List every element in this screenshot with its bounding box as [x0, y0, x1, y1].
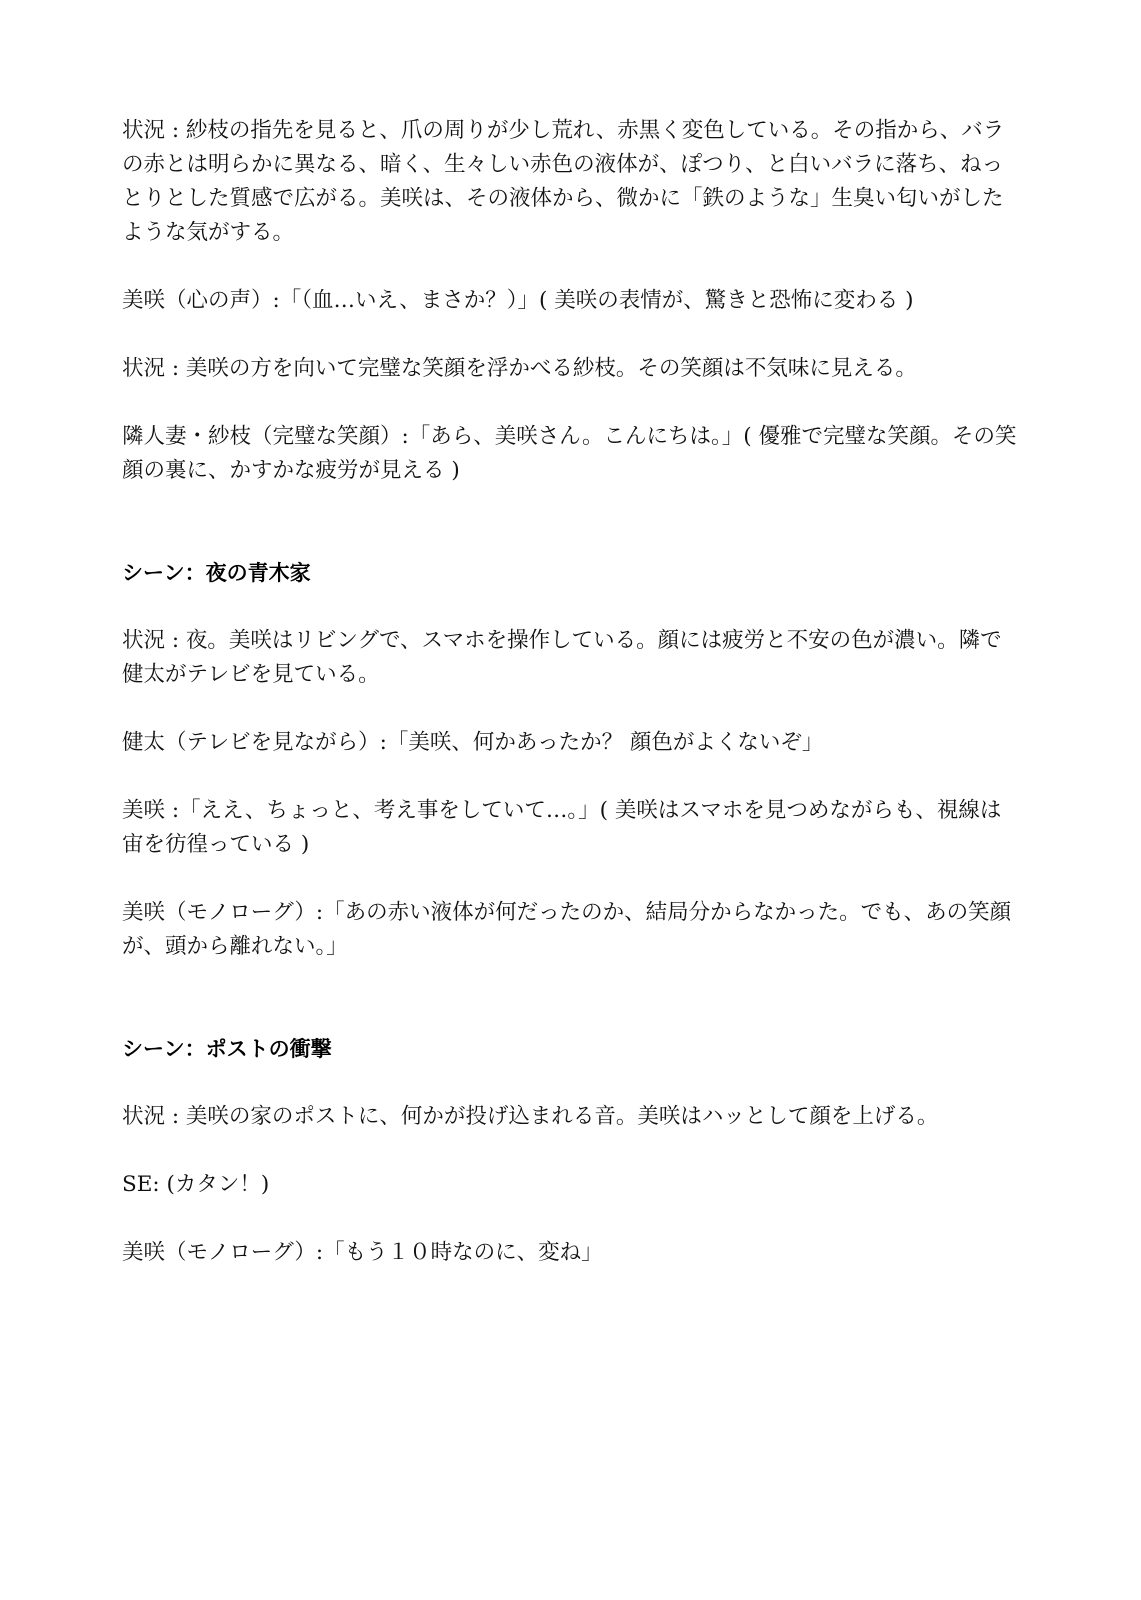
paragraph-misaki-monologue-time: 美咲（モノローグ）:「もう１０時なのに、変ね」 — [122, 1240, 603, 1265]
paragraph-kenta-line: 健太（テレビを見ながら）:「美咲、何かあったか？ 顔色がよくないぞ」 — [122, 730, 824, 755]
paragraph-situation-smile: 状況 : 美咲の方を向いて完璧な笑顔を浮かべる紗枝。その笑顔は不気味に見える。 — [122, 356, 917, 381]
paragraph-misaki-reply: 美咲 :「ええ、ちょっと、考え事をしていて…。」( 美咲はスマホを見つめながらも、視線は宙を彷徨っている ) — [122, 798, 1002, 857]
paragraph-misaki-monologue-liquid: 美咲（モノローグ）:「あの赤い液体が何だったのか、結局分からなかった。でも、あの笑顔が、頭から離れない。」 — [122, 900, 1012, 959]
paragraph-misaki-inner-voice: 美咲（心の声）:「（血…いえ、まさか？）」( 美咲の表情が、驚きと恐怖に変わる ) — [122, 288, 914, 313]
paragraph-sound-effect: SE: (カタン！) — [122, 1172, 270, 1197]
paragraph-sae-greeting: 隣人妻・紗枝（完璧な笑顔）:「あら、美咲さん。こんにちは。」( 優雅で完璧な笑顔。その笑顔の裏に、かすかな疲労が見える ) — [122, 424, 1017, 483]
paragraph-situation-fingertips: 状況 : 紗枝の指先を見ると、爪の周りが少し荒れ、赤黒く変色している。その指から、バラの赤とは明らかに異なる、暗く、生々しい赤色の液体が、ぽつり、と白いバラに落ち、ねっとりとした質感で広がる。美咲は、その液体から、微かに「鉄のような」生臭い匂いがしたような気がする。 — [122, 118, 1005, 245]
paragraph-situation-night: 状況 : 夜。美咲はリビングで、スマホを操作している。顔には疲労と不安の色が濃い。隣で健太がテレビを見ている。 — [122, 628, 1002, 687]
scene-heading-mailbox: シーン：ポストの衝撃 — [122, 1037, 332, 1061]
scene-heading-night: シーン：夜の青木家 — [122, 561, 311, 585]
document-body — [122, 114, 1020, 1304]
paragraph-situation-mailbox: 状況 : 美咲の家のポストに、何かが投げ込まれる音。美咲はハッとして顔を上げる。 — [122, 1104, 939, 1129]
